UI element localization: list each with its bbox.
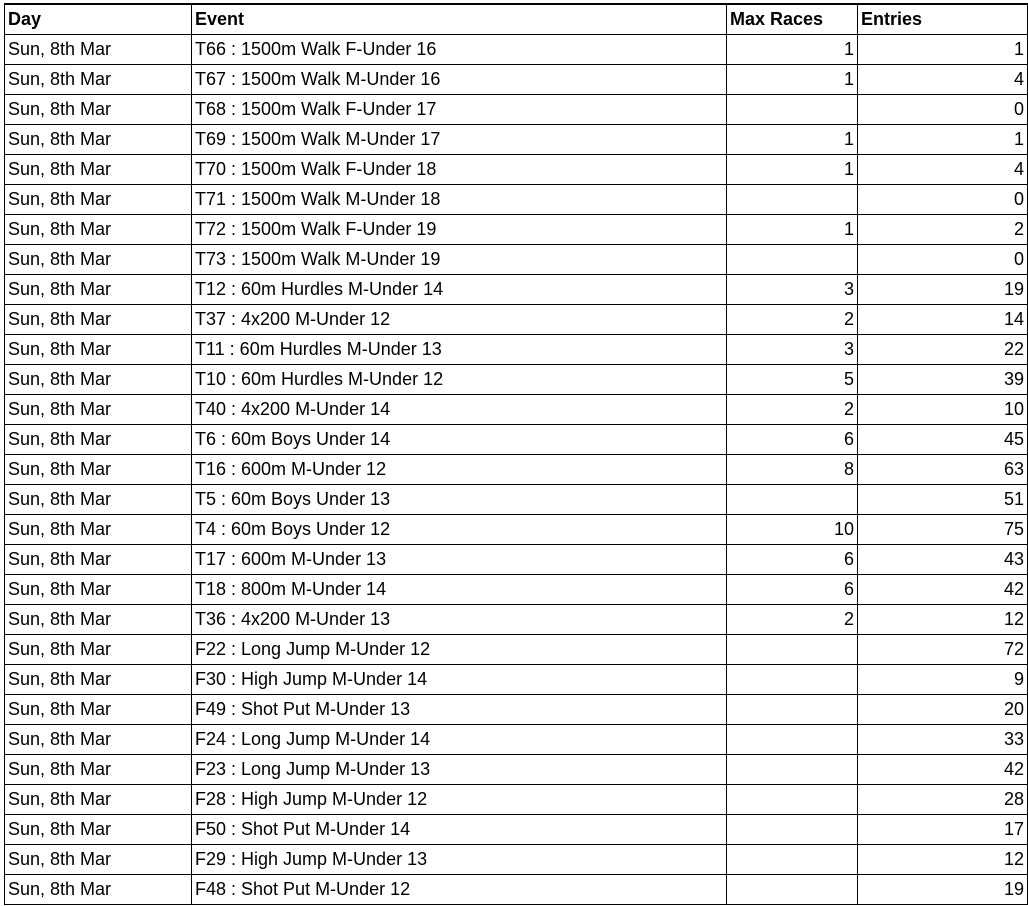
cell-event[interactable]: T10 : 60m Hurdles M-Under 12 (192, 365, 727, 395)
cell-event[interactable]: T12 : 60m Hurdles M-Under 14 (192, 275, 727, 305)
table-row (5, 545, 1028, 575)
cell-max-races[interactable] (727, 785, 858, 815)
cell-entries[interactable]: 19 (858, 275, 1028, 305)
cell-entries[interactable]: 12 (858, 605, 1028, 635)
cell-event[interactable]: T16 : 600m M-Under 12 (192, 455, 727, 485)
table-row (5, 515, 1028, 545)
cell-entries[interactable]: 9 (858, 665, 1028, 695)
table-row (5, 215, 1028, 245)
table-row (5, 395, 1028, 425)
table-row (5, 665, 1028, 695)
cell-max-races[interactable] (727, 755, 858, 785)
table-row (5, 875, 1028, 905)
table-row (5, 245, 1028, 275)
cell-entries[interactable]: 33 (858, 725, 1028, 755)
cell-entries[interactable]: 20 (858, 695, 1028, 725)
table-row (5, 155, 1028, 185)
cell-day[interactable]: Sun, 8th Mar (5, 665, 192, 695)
cell-entries[interactable]: 1 (858, 125, 1028, 155)
cell-day[interactable]: Sun, 8th Mar (5, 635, 192, 665)
cell-max-races[interactable] (727, 635, 858, 665)
cell-day[interactable]: Sun, 8th Mar (5, 725, 192, 755)
table-row (5, 785, 1028, 815)
cell-entries[interactable]: 14 (858, 305, 1028, 335)
table-row (5, 575, 1028, 605)
cell-event[interactable]: T11 : 60m Hurdles M-Under 13 (192, 335, 727, 365)
cell-day[interactable]: Sun, 8th Mar (5, 395, 192, 425)
table-row (5, 425, 1028, 455)
cell-day[interactable]: Sun, 8th Mar (5, 95, 192, 125)
cell-day[interactable]: Sun, 8th Mar (5, 755, 192, 785)
cell-entries[interactable]: 1 (858, 35, 1028, 65)
cell-event[interactable]: T37 : 4x200 M-Under 12 (192, 305, 727, 335)
table-row (5, 95, 1028, 125)
cell-entries[interactable]: 17 (858, 815, 1028, 845)
header-row (5, 4, 1028, 35)
cell-day[interactable]: Sun, 8th Mar (5, 35, 192, 65)
cell-event[interactable]: F30 : High Jump M-Under 14 (192, 665, 727, 695)
table-body (5, 35, 1028, 905)
cell-day[interactable]: Sun, 8th Mar (5, 185, 192, 215)
cell-event[interactable]: T18 : 800m M-Under 14 (192, 575, 727, 605)
cell-day[interactable]: Sun, 8th Mar (5, 65, 192, 95)
cell-event[interactable]: F22 : Long Jump M-Under 12 (192, 635, 727, 665)
cell-max-races[interactable]: 10 (727, 515, 858, 545)
cell-entries[interactable]: 4 (858, 65, 1028, 95)
cell-event[interactable]: T72 : 1500m Walk F-Under 19 (192, 215, 727, 245)
cell-event[interactable]: T40 : 4x200 M-Under 14 (192, 395, 727, 425)
cell-max-races[interactable]: 2 (727, 395, 858, 425)
table-row (5, 125, 1028, 155)
cell-entries[interactable]: 45 (858, 425, 1028, 455)
table-row (5, 485, 1028, 515)
cell-max-races[interactable]: 1 (727, 65, 858, 95)
cell-event[interactable]: T17 : 600m M-Under 13 (192, 545, 727, 575)
header-event[interactable]: Event (192, 4, 727, 35)
cell-day[interactable]: Sun, 8th Mar (5, 245, 192, 275)
table-row (5, 365, 1028, 395)
header-entries[interactable]: Entries (858, 4, 1028, 35)
table-row (5, 305, 1028, 335)
header-max-races[interactable]: Max Races (727, 4, 858, 35)
cell-day[interactable]: Sun, 8th Mar (5, 455, 192, 485)
cell-max-races[interactable] (727, 185, 858, 215)
table-row (5, 65, 1028, 95)
table-row (5, 725, 1028, 755)
cell-max-races[interactable]: 3 (727, 275, 858, 305)
cell-day[interactable]: Sun, 8th Mar (5, 845, 192, 875)
cell-event[interactable]: T73 : 1500m Walk M-Under 19 (192, 245, 727, 275)
cell-day[interactable]: Sun, 8th Mar (5, 125, 192, 155)
cell-event[interactable]: F48 : Shot Put M-Under 12 (192, 875, 727, 905)
cell-event[interactable]: T70 : 1500m Walk F-Under 18 (192, 155, 727, 185)
cell-day[interactable]: Sun, 8th Mar (5, 815, 192, 845)
header-day[interactable]: Day (5, 4, 192, 35)
cell-day[interactable]: Sun, 8th Mar (5, 875, 192, 905)
cell-entries[interactable]: 63 (858, 455, 1028, 485)
cell-event[interactable]: F24 : Long Jump M-Under 14 (192, 725, 727, 755)
cell-max-races[interactable] (727, 875, 858, 905)
cell-max-races[interactable] (727, 815, 858, 845)
cell-day[interactable]: Sun, 8th Mar (5, 425, 192, 455)
cell-event[interactable]: F23 : Long Jump M-Under 13 (192, 755, 727, 785)
cell-entries[interactable]: 42 (858, 755, 1028, 785)
cell-max-races[interactable]: 1 (727, 35, 858, 65)
cell-event[interactable]: T6 : 60m Boys Under 14 (192, 425, 727, 455)
cell-day[interactable]: Sun, 8th Mar (5, 275, 192, 305)
cell-max-races[interactable] (727, 245, 858, 275)
cell-max-races[interactable]: 1 (727, 215, 858, 245)
cell-entries[interactable]: 43 (858, 545, 1028, 575)
cell-day[interactable]: Sun, 8th Mar (5, 335, 192, 365)
cell-event[interactable]: T36 : 4x200 M-Under 13 (192, 605, 727, 635)
cell-max-races[interactable]: 6 (727, 575, 858, 605)
cell-entries[interactable]: 42 (858, 575, 1028, 605)
cell-day[interactable]: Sun, 8th Mar (5, 305, 192, 335)
cell-entries[interactable]: 0 (858, 95, 1028, 125)
cell-entries[interactable]: 12 (858, 845, 1028, 875)
cell-day[interactable]: Sun, 8th Mar (5, 785, 192, 815)
cell-max-races[interactable]: 1 (727, 125, 858, 155)
cell-day[interactable]: Sun, 8th Mar (5, 485, 192, 515)
table-row (5, 635, 1028, 665)
cell-entries[interactable]: 0 (858, 185, 1028, 215)
table-row (5, 335, 1028, 365)
table-row (5, 845, 1028, 875)
cell-max-races[interactable]: 2 (727, 305, 858, 335)
cell-event[interactable]: T71 : 1500m Walk M-Under 18 (192, 185, 727, 215)
cell-day[interactable]: Sun, 8th Mar (5, 155, 192, 185)
cell-day[interactable]: Sun, 8th Mar (5, 695, 192, 725)
cell-day[interactable]: Sun, 8th Mar (5, 215, 192, 245)
cell-entries[interactable]: 51 (858, 485, 1028, 515)
cell-day[interactable]: Sun, 8th Mar (5, 365, 192, 395)
cell-entries[interactable]: 10 (858, 395, 1028, 425)
cell-entries[interactable]: 4 (858, 155, 1028, 185)
cell-max-races[interactable] (727, 845, 858, 875)
cell-event[interactable]: T68 : 1500m Walk F-Under 17 (192, 95, 727, 125)
cell-max-races[interactable]: 8 (727, 455, 858, 485)
cell-event[interactable]: F28 : High Jump M-Under 12 (192, 785, 727, 815)
cell-day[interactable]: Sun, 8th Mar (5, 575, 192, 605)
cell-event[interactable]: F49 : Shot Put M-Under 13 (192, 695, 727, 725)
table-row (5, 755, 1028, 785)
cell-max-races[interactable] (727, 725, 858, 755)
cell-max-races[interactable] (727, 485, 858, 515)
cell-max-races[interactable] (727, 665, 858, 695)
cell-max-races[interactable]: 6 (727, 545, 858, 575)
cell-entries[interactable]: 72 (858, 635, 1028, 665)
cell-day[interactable]: Sun, 8th Mar (5, 515, 192, 545)
cell-max-races[interactable]: 2 (727, 605, 858, 635)
cell-event[interactable]: T5 : 60m Boys Under 13 (192, 485, 727, 515)
table-row (5, 185, 1028, 215)
table-row (5, 455, 1028, 485)
table-row (5, 605, 1028, 635)
cell-entries[interactable]: 28 (858, 785, 1028, 815)
cell-day[interactable]: Sun, 8th Mar (5, 545, 192, 575)
table-row (5, 35, 1028, 65)
events-table (4, 3, 1028, 905)
cell-event[interactable]: T66 : 1500m Walk F-Under 16 (192, 35, 727, 65)
cell-max-races[interactable]: 6 (727, 425, 858, 455)
cell-day[interactable]: Sun, 8th Mar (5, 605, 192, 635)
cell-entries[interactable]: 0 (858, 245, 1028, 275)
cell-max-races[interactable] (727, 695, 858, 725)
cell-entries[interactable]: 75 (858, 515, 1028, 545)
cell-max-races[interactable] (727, 95, 858, 125)
table-row (5, 815, 1028, 845)
cell-max-races[interactable]: 1 (727, 155, 858, 185)
table-row (5, 695, 1028, 725)
cell-event[interactable]: F29 : High Jump M-Under 13 (192, 845, 727, 875)
cell-entries[interactable]: 19 (858, 875, 1028, 905)
table-row (5, 275, 1028, 305)
cell-max-races[interactable]: 5 (727, 365, 858, 395)
cell-event[interactable]: T67 : 1500m Walk M-Under 16 (192, 65, 727, 95)
cell-event[interactable]: T69 : 1500m Walk M-Under 17 (192, 125, 727, 155)
cell-entries[interactable]: 39 (858, 365, 1028, 395)
cell-entries[interactable]: 22 (858, 335, 1028, 365)
cell-entries[interactable]: 2 (858, 215, 1028, 245)
cell-event[interactable]: T4 : 60m Boys Under 12 (192, 515, 727, 545)
cell-event[interactable]: F50 : Shot Put M-Under 14 (192, 815, 727, 845)
cell-max-races[interactable]: 3 (727, 335, 858, 365)
